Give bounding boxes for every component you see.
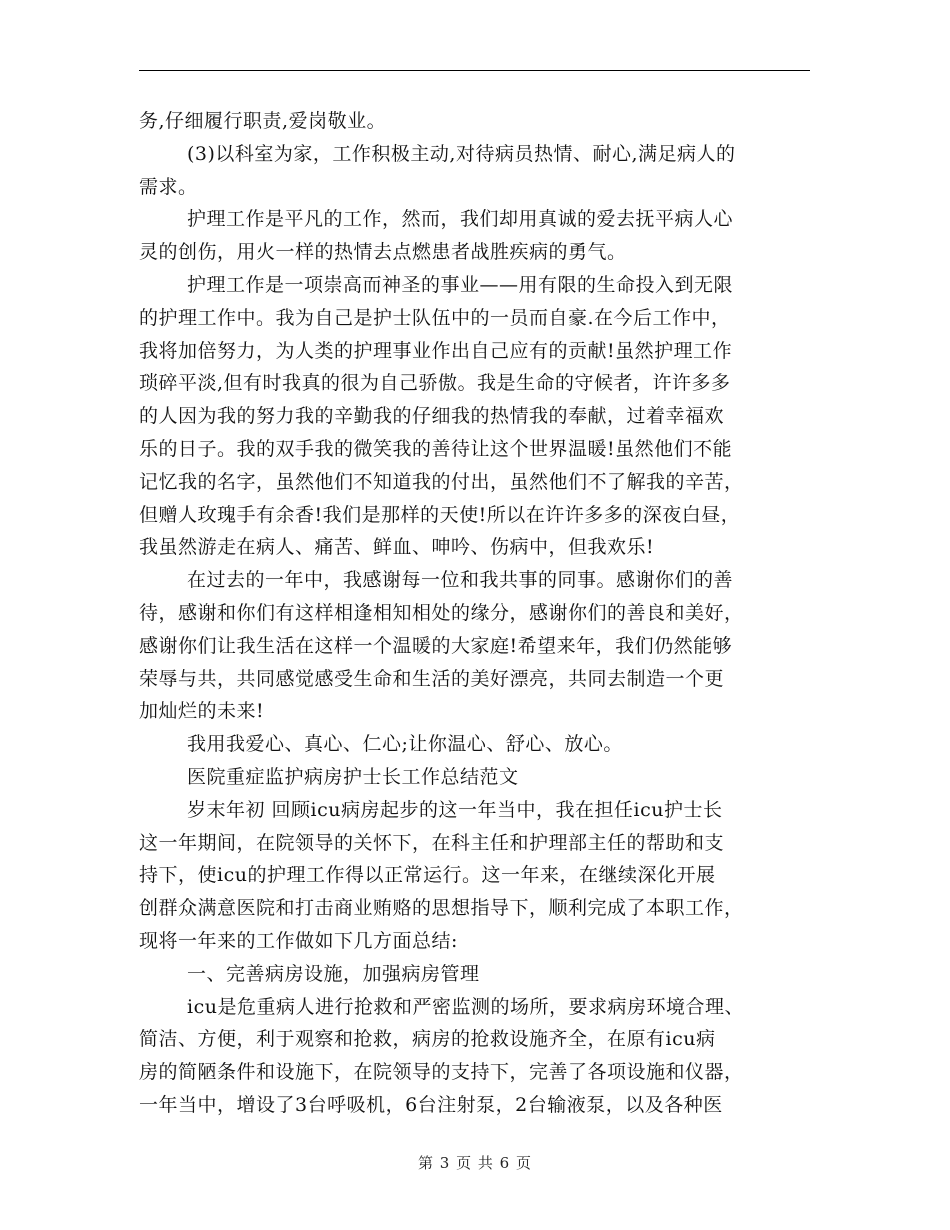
text-line: 医院重症监护病房护士长工作总结范文 — [187, 765, 519, 788]
text-line: 的人因为我的努力我的辛勤我的仔细我的热情我的奉献，过着幸福欢 — [139, 405, 725, 428]
text-line: 简洁、方便，利于观察和抢救，病房的抢救设施齐全，在原有icu病 — [139, 1028, 716, 1051]
header-rule — [139, 70, 810, 71]
text-line: 这一年期间，在院领导的关怀下，在科主任和护理部主任的帮助和支 — [139, 831, 725, 854]
text-line: 的护理工作中。我为自己是护士队伍中的一员而自豪.在今后工作中， — [139, 306, 731, 329]
text-line: 我将加倍努力，为人类的护理事业作出自己应有的贡献!虽然护理工作 — [139, 339, 733, 362]
text-line: 荣辱与共，共同感觉感受生命和生活的美好漂亮，共同去制造一个更 — [139, 667, 725, 690]
text-line: 记忆我的名字，虽然他们不知道我的付出，虽然他们不了解我的辛苦， — [139, 470, 744, 493]
text-line: 琐碎平淡,但有时我真的很为自己骄傲。我是生命的守候者，许许多多 — [139, 372, 731, 395]
text-line: 持下，使icu的护理工作得以正常运行。这一年来，在继续深化开展 — [139, 864, 716, 887]
text-line: 感谢你们让我生活在这样一个温暖的大家庭!希望来年，我们仍然能够 — [139, 634, 733, 657]
text-line: 护理工作是一项崇高而神圣的事业——用有限的生命投入到无限 — [187, 273, 734, 296]
text-line: 在过去的一年中，我感谢每一位和我共事的同事。感谢你们的善 — [187, 569, 734, 592]
text-line: 护理工作是平凡的工作，然而，我们却用真诚的爱去抚平病人心 — [187, 208, 734, 231]
text-line: 创群众满意医院和打击商业贿赂的思想指导下，顺利完成了本职工作， — [139, 897, 744, 920]
text-line: 乐的日子。我的双手我的微笑我的善待让这个世界温暖!虽然他们不能 — [139, 437, 733, 460]
page-number: 第 3 页 共 6 页 — [418, 1154, 532, 1172]
text-line: 一年当中，增设了3台呼吸机，6台注射泵，2台输液泵，以及各种医 — [139, 1093, 723, 1116]
text-line: 务,仔细履行职责,爱岗敬业。 — [139, 110, 387, 132]
text-line: 但赠人玫瑰手有余香!我们是那样的天使!所以在许许多多的深夜白昼， — [139, 503, 741, 526]
document-body — [139, 105, 810, 1122]
text-line: icu是危重病人进行抢救和严密监测的场所，要求病房环境合理、 — [187, 995, 744, 1018]
text-line: 我虽然游走在病人、痛苦、鲜血、呻吟、伤病中，但我欢乐! — [139, 536, 655, 559]
text-line: 待，感谢和你们有这样相逢相知相处的缘分，感谢你们的善良和美好， — [139, 601, 744, 624]
text-line: 需求。 — [139, 175, 198, 198]
text-line: 一、完善病房设施，加强病房管理 — [187, 962, 480, 985]
text-line: (3)以科室为家，工作积极主动,对待病员热情、耐心,满足病人的 — [187, 142, 736, 165]
text-line: 我用我爱心、真心、仁心;让你温心、舒心、放心。 — [187, 733, 623, 756]
text-line: 加灿烂的未来! — [139, 700, 265, 723]
text-line: 岁末年初 回顾icu病房起步的这一年当中，我在担任icu护士长 — [187, 798, 723, 821]
text-line: 灵的创伤，用火一样的热情去点燃患者战胜疾病的勇气。 — [139, 241, 627, 264]
text-line: 现将一年来的工作做如下几方面总结: — [139, 929, 458, 952]
text-line: 房的简陋条件和设施下，在院领导的支持下，完善了各项设施和仪器， — [139, 1061, 744, 1084]
